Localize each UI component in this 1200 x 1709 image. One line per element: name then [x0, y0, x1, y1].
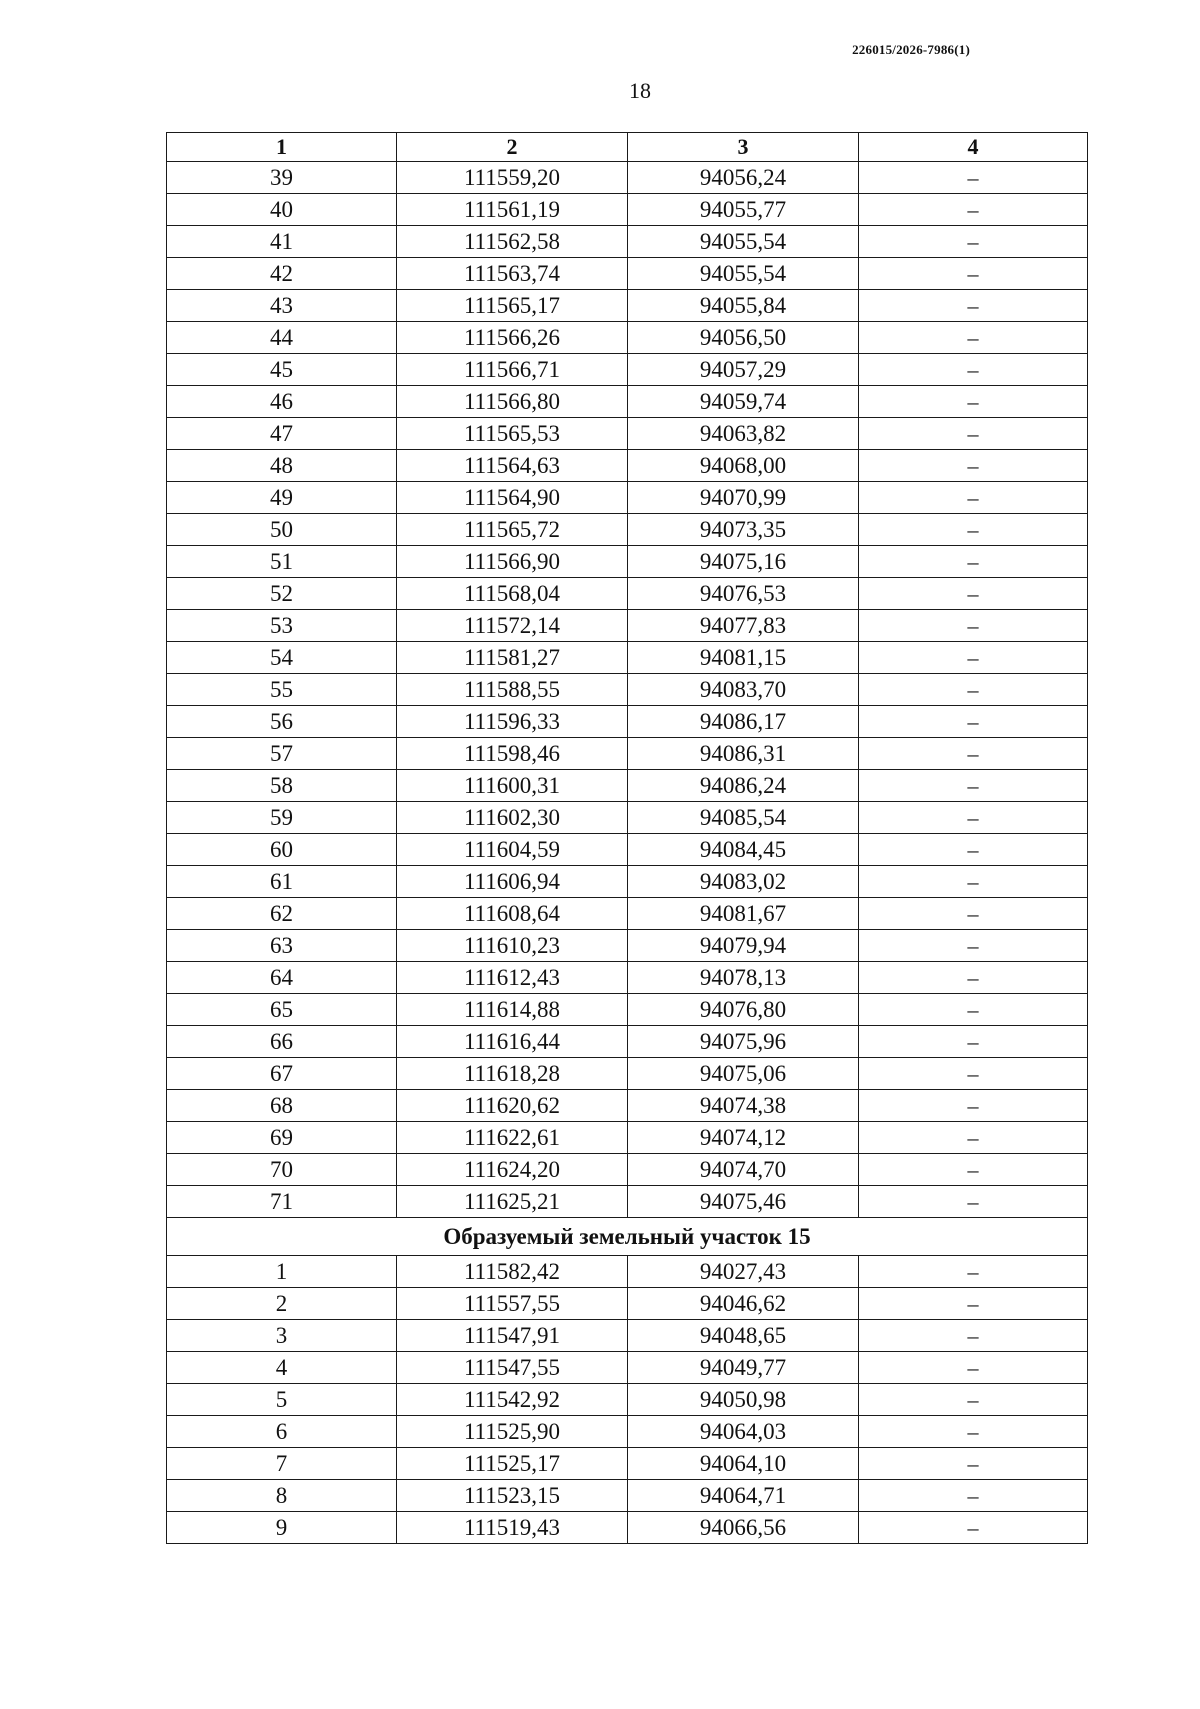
table-row — [167, 1122, 1088, 1154]
point-number-cell: 49 — [167, 482, 397, 514]
note-cell: – — [859, 226, 1088, 258]
point-number-cell: 43 — [167, 290, 397, 322]
y-coordinate-cell: 94077,83 — [628, 610, 859, 642]
note-cell: – — [859, 674, 1088, 706]
note-cell: – — [859, 802, 1088, 834]
point-number-cell: 56 — [167, 706, 397, 738]
x-coordinate-cell: 111565,72 — [397, 514, 628, 546]
note-cell: – — [859, 1122, 1088, 1154]
table-row — [167, 1058, 1088, 1090]
y-coordinate-cell: 94074,12 — [628, 1122, 859, 1154]
point-number-cell: 60 — [167, 834, 397, 866]
y-coordinate-cell: 94055,84 — [628, 290, 859, 322]
y-coordinate-cell: 94085,54 — [628, 802, 859, 834]
y-coordinate-cell: 94084,45 — [628, 834, 859, 866]
point-number-cell: 46 — [167, 386, 397, 418]
point-number-cell: 50 — [167, 514, 397, 546]
y-coordinate-cell: 94086,17 — [628, 706, 859, 738]
y-coordinate-cell: 94081,67 — [628, 898, 859, 930]
note-cell: – — [859, 1090, 1088, 1122]
x-coordinate-cell: 111525,90 — [397, 1416, 628, 1448]
table-row — [167, 482, 1088, 514]
point-number-cell: 9 — [167, 1512, 397, 1544]
note-cell: – — [859, 1480, 1088, 1512]
point-number-cell: 48 — [167, 450, 397, 482]
note-cell: – — [859, 386, 1088, 418]
table-row — [167, 834, 1088, 866]
x-coordinate-cell: 111557,55 — [397, 1288, 628, 1320]
table-row — [167, 1026, 1088, 1058]
y-coordinate-cell: 94050,98 — [628, 1384, 859, 1416]
y-coordinate-cell: 94074,70 — [628, 1154, 859, 1186]
x-coordinate-cell: 111566,26 — [397, 322, 628, 354]
y-coordinate-cell: 94064,71 — [628, 1480, 859, 1512]
note-cell: – — [859, 1352, 1088, 1384]
x-coordinate-cell: 111559,20 — [397, 162, 628, 194]
y-coordinate-cell: 94056,50 — [628, 322, 859, 354]
point-number-cell: 2 — [167, 1288, 397, 1320]
point-number-cell: 52 — [167, 578, 397, 610]
y-coordinate-cell: 94064,03 — [628, 1416, 859, 1448]
point-number-cell: 58 — [167, 770, 397, 802]
point-number-cell: 64 — [167, 962, 397, 994]
x-coordinate-cell: 111608,64 — [397, 898, 628, 930]
table-row — [167, 514, 1088, 546]
page-number: 18 — [629, 78, 651, 103]
x-coordinate-cell: 111598,46 — [397, 738, 628, 770]
y-coordinate-cell: 94083,70 — [628, 674, 859, 706]
note-cell: – — [859, 482, 1088, 514]
header-row — [167, 133, 1088, 162]
table-row — [167, 1384, 1088, 1416]
x-coordinate-cell: 111612,43 — [397, 962, 628, 994]
table-header — [167, 133, 1088, 162]
table-row — [167, 898, 1088, 930]
x-coordinate-cell: 111606,94 — [397, 866, 628, 898]
note-cell: – — [859, 290, 1088, 322]
note-cell: – — [859, 1384, 1088, 1416]
y-coordinate-cell: 94075,06 — [628, 1058, 859, 1090]
table-row — [167, 226, 1088, 258]
x-coordinate-cell: 111525,17 — [397, 1448, 628, 1480]
note-cell: – — [859, 514, 1088, 546]
x-coordinate-cell: 111564,90 — [397, 482, 628, 514]
x-coordinate-cell: 111566,71 — [397, 354, 628, 386]
x-coordinate-cell: 111566,80 — [397, 386, 628, 418]
y-coordinate-cell: 94075,16 — [628, 546, 859, 578]
point-number-cell: 44 — [167, 322, 397, 354]
note-cell: – — [859, 1058, 1088, 1090]
x-coordinate-cell: 111542,92 — [397, 1384, 628, 1416]
note-cell: – — [859, 1320, 1088, 1352]
y-coordinate-cell: 94076,53 — [628, 578, 859, 610]
table-row — [167, 546, 1088, 578]
point-number-cell: 53 — [167, 610, 397, 642]
x-coordinate-cell: 111572,14 — [397, 610, 628, 642]
table-row — [167, 1090, 1088, 1122]
y-coordinate-cell: 94057,29 — [628, 354, 859, 386]
table-row — [167, 1512, 1088, 1544]
x-coordinate-cell: 111519,43 — [397, 1512, 628, 1544]
point-number-cell: 40 — [167, 194, 397, 226]
x-coordinate-cell: 111582,42 — [397, 1256, 628, 1288]
table-row — [167, 1288, 1088, 1320]
table-row — [167, 1480, 1088, 1512]
note-cell: – — [859, 994, 1088, 1026]
note-cell: – — [859, 642, 1088, 674]
note-cell: – — [859, 450, 1088, 482]
note-cell: – — [859, 1512, 1088, 1544]
point-number-cell: 71 — [167, 1186, 397, 1218]
y-coordinate-cell: 94055,77 — [628, 194, 859, 226]
y-coordinate-cell: 94075,96 — [628, 1026, 859, 1058]
point-number-cell: 66 — [167, 1026, 397, 1058]
y-coordinate-cell: 94086,31 — [628, 738, 859, 770]
table-row — [167, 1320, 1088, 1352]
x-coordinate-cell: 111561,19 — [397, 194, 628, 226]
y-coordinate-cell: 94064,10 — [628, 1448, 859, 1480]
x-coordinate-cell: 111581,27 — [397, 642, 628, 674]
y-coordinate-cell: 94083,02 — [628, 866, 859, 898]
table-row — [167, 642, 1088, 674]
y-coordinate-cell: 94078,13 — [628, 962, 859, 994]
table-row — [167, 738, 1088, 770]
table-row — [167, 930, 1088, 962]
column-header-4: 4 — [859, 133, 1088, 162]
point-number-cell: 62 — [167, 898, 397, 930]
x-coordinate-cell: 111624,20 — [397, 1154, 628, 1186]
y-coordinate-cell: 94079,94 — [628, 930, 859, 962]
point-number-cell: 69 — [167, 1122, 397, 1154]
table-row — [167, 706, 1088, 738]
y-coordinate-cell: 94027,43 — [628, 1256, 859, 1288]
note-cell: – — [859, 162, 1088, 194]
point-number-cell: 63 — [167, 930, 397, 962]
note-cell: – — [859, 866, 1088, 898]
note-cell: – — [859, 706, 1088, 738]
table-row — [167, 290, 1088, 322]
table-row — [167, 866, 1088, 898]
coordinates-table — [166, 132, 1088, 1544]
x-coordinate-cell: 111565,17 — [397, 290, 628, 322]
point-number-cell: 65 — [167, 994, 397, 1026]
x-coordinate-cell: 111568,04 — [397, 578, 628, 610]
x-coordinate-cell: 111566,90 — [397, 546, 628, 578]
table-row — [167, 1448, 1088, 1480]
table-row — [167, 322, 1088, 354]
x-coordinate-cell: 111596,33 — [397, 706, 628, 738]
x-coordinate-cell: 111610,23 — [397, 930, 628, 962]
note-cell: – — [859, 1026, 1088, 1058]
column-header-2: 2 — [397, 133, 628, 162]
coordinates-table-container — [166, 132, 1087, 1544]
x-coordinate-cell: 111600,31 — [397, 770, 628, 802]
note-cell: – — [859, 834, 1088, 866]
note-cell: – — [859, 770, 1088, 802]
table-row — [167, 1186, 1088, 1218]
note-cell: – — [859, 578, 1088, 610]
note-cell: – — [859, 546, 1088, 578]
point-number-cell: 7 — [167, 1448, 397, 1480]
table-row — [167, 962, 1088, 994]
note-cell: – — [859, 962, 1088, 994]
table-row — [167, 258, 1088, 290]
column-header-3: 3 — [628, 133, 859, 162]
y-coordinate-cell: 94086,24 — [628, 770, 859, 802]
table-row — [167, 450, 1088, 482]
x-coordinate-cell: 111564,63 — [397, 450, 628, 482]
table-row — [167, 386, 1088, 418]
x-coordinate-cell: 111625,21 — [397, 1186, 628, 1218]
point-number-cell: 67 — [167, 1058, 397, 1090]
note-cell: – — [859, 1256, 1088, 1288]
y-coordinate-cell: 94063,82 — [628, 418, 859, 450]
y-coordinate-cell: 94073,35 — [628, 514, 859, 546]
column-header-1: 1 — [167, 133, 397, 162]
note-cell: – — [859, 610, 1088, 642]
section-title: Образуемый земельный участок 15 — [167, 1218, 1088, 1256]
x-coordinate-cell: 111618,28 — [397, 1058, 628, 1090]
point-number-cell: 47 — [167, 418, 397, 450]
note-cell: – — [859, 898, 1088, 930]
y-coordinate-cell: 94074,38 — [628, 1090, 859, 1122]
x-coordinate-cell: 111602,30 — [397, 802, 628, 834]
point-number-cell: 45 — [167, 354, 397, 386]
point-number-cell: 6 — [167, 1416, 397, 1448]
x-coordinate-cell: 111547,55 — [397, 1352, 628, 1384]
note-cell: – — [859, 1154, 1088, 1186]
note-cell: – — [859, 418, 1088, 450]
x-coordinate-cell: 111614,88 — [397, 994, 628, 1026]
x-coordinate-cell: 111604,59 — [397, 834, 628, 866]
x-coordinate-cell: 111622,61 — [397, 1122, 628, 1154]
table-row — [167, 770, 1088, 802]
x-coordinate-cell: 111562,58 — [397, 226, 628, 258]
y-coordinate-cell: 94049,77 — [628, 1352, 859, 1384]
y-coordinate-cell: 94056,24 — [628, 162, 859, 194]
note-cell: – — [859, 1448, 1088, 1480]
point-number-cell: 59 — [167, 802, 397, 834]
point-number-cell: 54 — [167, 642, 397, 674]
note-cell: – — [859, 738, 1088, 770]
x-coordinate-cell: 111547,91 — [397, 1320, 628, 1352]
point-number-cell: 8 — [167, 1480, 397, 1512]
table-row — [167, 354, 1088, 386]
x-coordinate-cell: 111563,74 — [397, 258, 628, 290]
note-cell: – — [859, 354, 1088, 386]
note-cell: – — [859, 1288, 1088, 1320]
point-number-cell: 70 — [167, 1154, 397, 1186]
x-coordinate-cell: 111523,15 — [397, 1480, 628, 1512]
point-number-cell: 3 — [167, 1320, 397, 1352]
table-row — [167, 802, 1088, 834]
y-coordinate-cell: 94055,54 — [628, 226, 859, 258]
y-coordinate-cell: 94068,00 — [628, 450, 859, 482]
table-row — [167, 1256, 1088, 1288]
point-number-cell: 68 — [167, 1090, 397, 1122]
table-row — [167, 610, 1088, 642]
note-cell: – — [859, 194, 1088, 226]
point-number-cell: 39 — [167, 162, 397, 194]
x-coordinate-cell: 111620,62 — [397, 1090, 628, 1122]
table-row — [167, 1352, 1088, 1384]
y-coordinate-cell: 94059,74 — [628, 386, 859, 418]
y-coordinate-cell: 94081,15 — [628, 642, 859, 674]
y-coordinate-cell: 94076,80 — [628, 994, 859, 1026]
point-number-cell: 51 — [167, 546, 397, 578]
point-number-cell: 1 — [167, 1256, 397, 1288]
note-cell: – — [859, 322, 1088, 354]
table-row — [167, 194, 1088, 226]
point-number-cell: 4 — [167, 1352, 397, 1384]
y-coordinate-cell: 94066,56 — [628, 1512, 859, 1544]
y-coordinate-cell: 94048,65 — [628, 1320, 859, 1352]
note-cell: – — [859, 258, 1088, 290]
point-number-cell: 57 — [167, 738, 397, 770]
point-number-cell: 5 — [167, 1384, 397, 1416]
y-coordinate-cell: 94046,62 — [628, 1288, 859, 1320]
point-number-cell: 41 — [167, 226, 397, 258]
y-coordinate-cell: 94070,99 — [628, 482, 859, 514]
table-row — [167, 578, 1088, 610]
x-coordinate-cell: 111565,53 — [397, 418, 628, 450]
table-row — [167, 162, 1088, 194]
table-row — [167, 674, 1088, 706]
section-row — [167, 1218, 1088, 1256]
table-row — [167, 994, 1088, 1026]
table-row — [167, 1416, 1088, 1448]
point-number-cell: 55 — [167, 674, 397, 706]
table-row — [167, 1154, 1088, 1186]
table-row — [167, 418, 1088, 450]
point-number-cell: 61 — [167, 866, 397, 898]
point-number-cell: 42 — [167, 258, 397, 290]
note-cell: – — [859, 1186, 1088, 1218]
y-coordinate-cell: 94075,46 — [628, 1186, 859, 1218]
document-code: 226015/2026-7986(1) — [852, 42, 970, 57]
x-coordinate-cell: 111616,44 — [397, 1026, 628, 1058]
y-coordinate-cell: 94055,54 — [628, 258, 859, 290]
note-cell: – — [859, 1416, 1088, 1448]
note-cell: – — [859, 930, 1088, 962]
table-body — [167, 162, 1088, 1544]
x-coordinate-cell: 111588,55 — [397, 674, 628, 706]
